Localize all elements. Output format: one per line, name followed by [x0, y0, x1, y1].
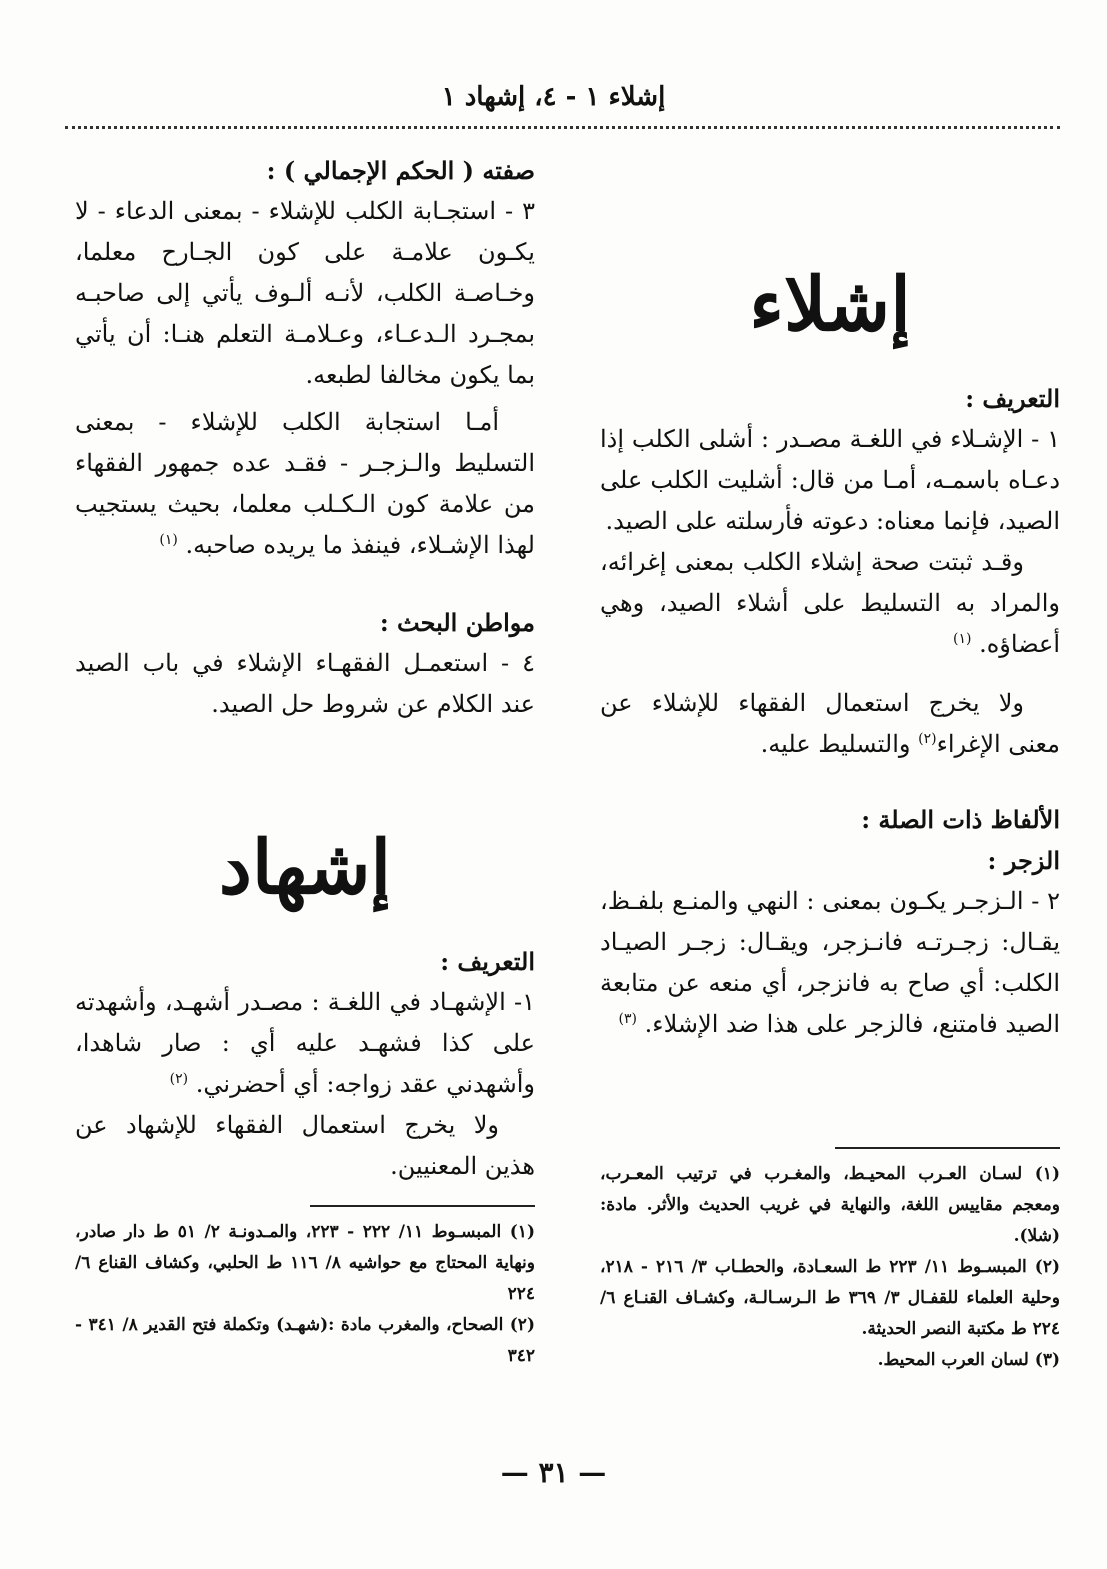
ishla-paragraph-7: ٤ - استعمـل الفقهـاء الإشلاء في باب الصيد عند الكلام عن شروط حل الصيد.	[75, 649, 535, 718]
footnote-ref: (٢)	[169, 1071, 189, 1087]
footnote-1-left: (١) المبسـوط ١١/ ٢٢٢ - ٢٢٣، والمـدونـة ٢/ ٥١ ط دار صادر، ونهاية المحتاج مع حواشيه ٨/ ١١٦ ط الحلبي، وكشاف القناع ٦/ ٢٢٤	[75, 1222, 535, 1304]
ishla-definition-heading: التعريف :	[965, 384, 1060, 413]
footnote-2-right: (٢) المبسـوط ١١/ ٢٢٣ ط السعـادة، والحطـاب ٣/ ٢١٦ - ٢١٨، وحلية العلماء للقفـال ٣/ ٣٦٩ ط الـرسـالـة، وكشـاف القنـاع ٦/ ٢٢٤ ط مكتبة النصر الحديثة.	[600, 1257, 1060, 1339]
ishhad-paragraph-2: ولا يخرج استعمال الفقهاء للإشهاد عن هذين المعنيين.	[75, 1111, 535, 1180]
footnote-ref: (٢)	[918, 731, 937, 747]
footnote-ref: (٣)	[618, 1011, 638, 1027]
ishla-paragraph-5: ٣ - استجـابة الكلب للإشلاء - بمعنى الدعاء - لا يكـون علامـة على كون الجـارح معلما، وخـاصـة الكلب، لأنـه ألـوف يأتي إلى صاحبـه بمجـرد الـدعـاء، وعـلامـة التعلم هنـا: أن يأتي بما يكون مخالفا لطبعه.	[75, 197, 535, 389]
left-column	[75, 150, 535, 1372]
ishla-paragraph-2: وقـد ثبتت صحة إشلاء الكلب بمعنى إغرائه، والمراد به التسليط على أشلاء الصيد، وهي أعضاؤه. $^{(١)}$	[600, 548, 1060, 658]
ishla-paragraph-6: أمـا استجابة الكلب للإشلاء - بمعنى التسليط والـزجـر - فقـد عده جمهور الفقهاء من علامة كون الـكـلب معلما، بحيث يستجيب لهذا الإشـلاء، فينفذ ما يريده صاحبه. $^{(١)}$	[75, 408, 535, 559]
ishhad-title: إشهاد	[218, 825, 392, 911]
footnote-rule-right	[835, 1147, 1060, 1149]
related-terms-heading: الألفاظ ذات الصلة :	[861, 805, 1060, 834]
footnote-1-right: (١) لسـان العـرب المحيـط، والمغـرب في ترتيب المعـرب، ومعجم مقاييس اللغة، والنهاية في غريب الحديث والأثر. مادة: (شلا).	[600, 1164, 1060, 1246]
ishla-paragraph-1: ١ - الإشـلاء في اللغـة مصـدر : أشلى الكلب إذا دعـاه باسمـه، أمـا من قال: أشليت الكلب على الصيد، فإنما معناه: دعوته فأرسلته على الصيد.	[600, 425, 1061, 535]
running-header: إشلاء ١ - ٤، إشهاد ١	[441, 82, 666, 112]
header-dotted-rule	[65, 126, 1060, 129]
footnote-ref: (١)	[159, 532, 178, 548]
ishhad-definition-heading: التعريف :	[440, 947, 535, 976]
footnote-2-left: (٢) الصحاح، والمغرب مادة :(شهـد) وتكملة فتح القدير ٨/ ٣٤١ - ٣٤٢	[75, 1315, 535, 1366]
footnote-ref: (١)	[952, 631, 972, 647]
ishhad-paragraph-1: ١- الإشهـاد في اللغـة : مصـدر أشهـد، وأشهدته على كذا فشهـد عليه أي : صار شاهدا، وأشهدني عقد زواجه: أي أحضرني. $^{(٢)}$	[75, 988, 535, 1098]
research-heading: مواطن البحث :	[379, 608, 535, 637]
ishla-paragraph-3: ولا يخرج استعمال الفقهاء للإشلاء عن معنى الإغراء$^{(٢)}$ والتسليط عليه.	[600, 689, 1060, 758]
ruling-heading: صفته ( الحكم الإجمالي ) :	[266, 156, 535, 185]
ishla-paragraph-4: ٢ - الـزجـر يكـون بمعنى : النهي والمنـع بلفـظ، يقـال: زجـرتـه فانـزجر، ويقـال: زجـر الصيـاد الكلب: أي صاح به فانزجر، أي منعه عن متابعة الصيد فامتنع، فالزجر على هذا ضد الإشلاء. $^{(٣)}$	[600, 887, 1060, 1038]
ishla-title: إشلاء	[749, 262, 911, 348]
footnote-3-right: (٣) لسان العرب المحيط.	[877, 1350, 1060, 1370]
zajr-heading: الزجر :	[987, 846, 1060, 875]
right-column	[600, 150, 1060, 1376]
footnote-rule-left	[310, 1205, 535, 1207]
page-number: — ٣١ —	[500, 1456, 607, 1489]
